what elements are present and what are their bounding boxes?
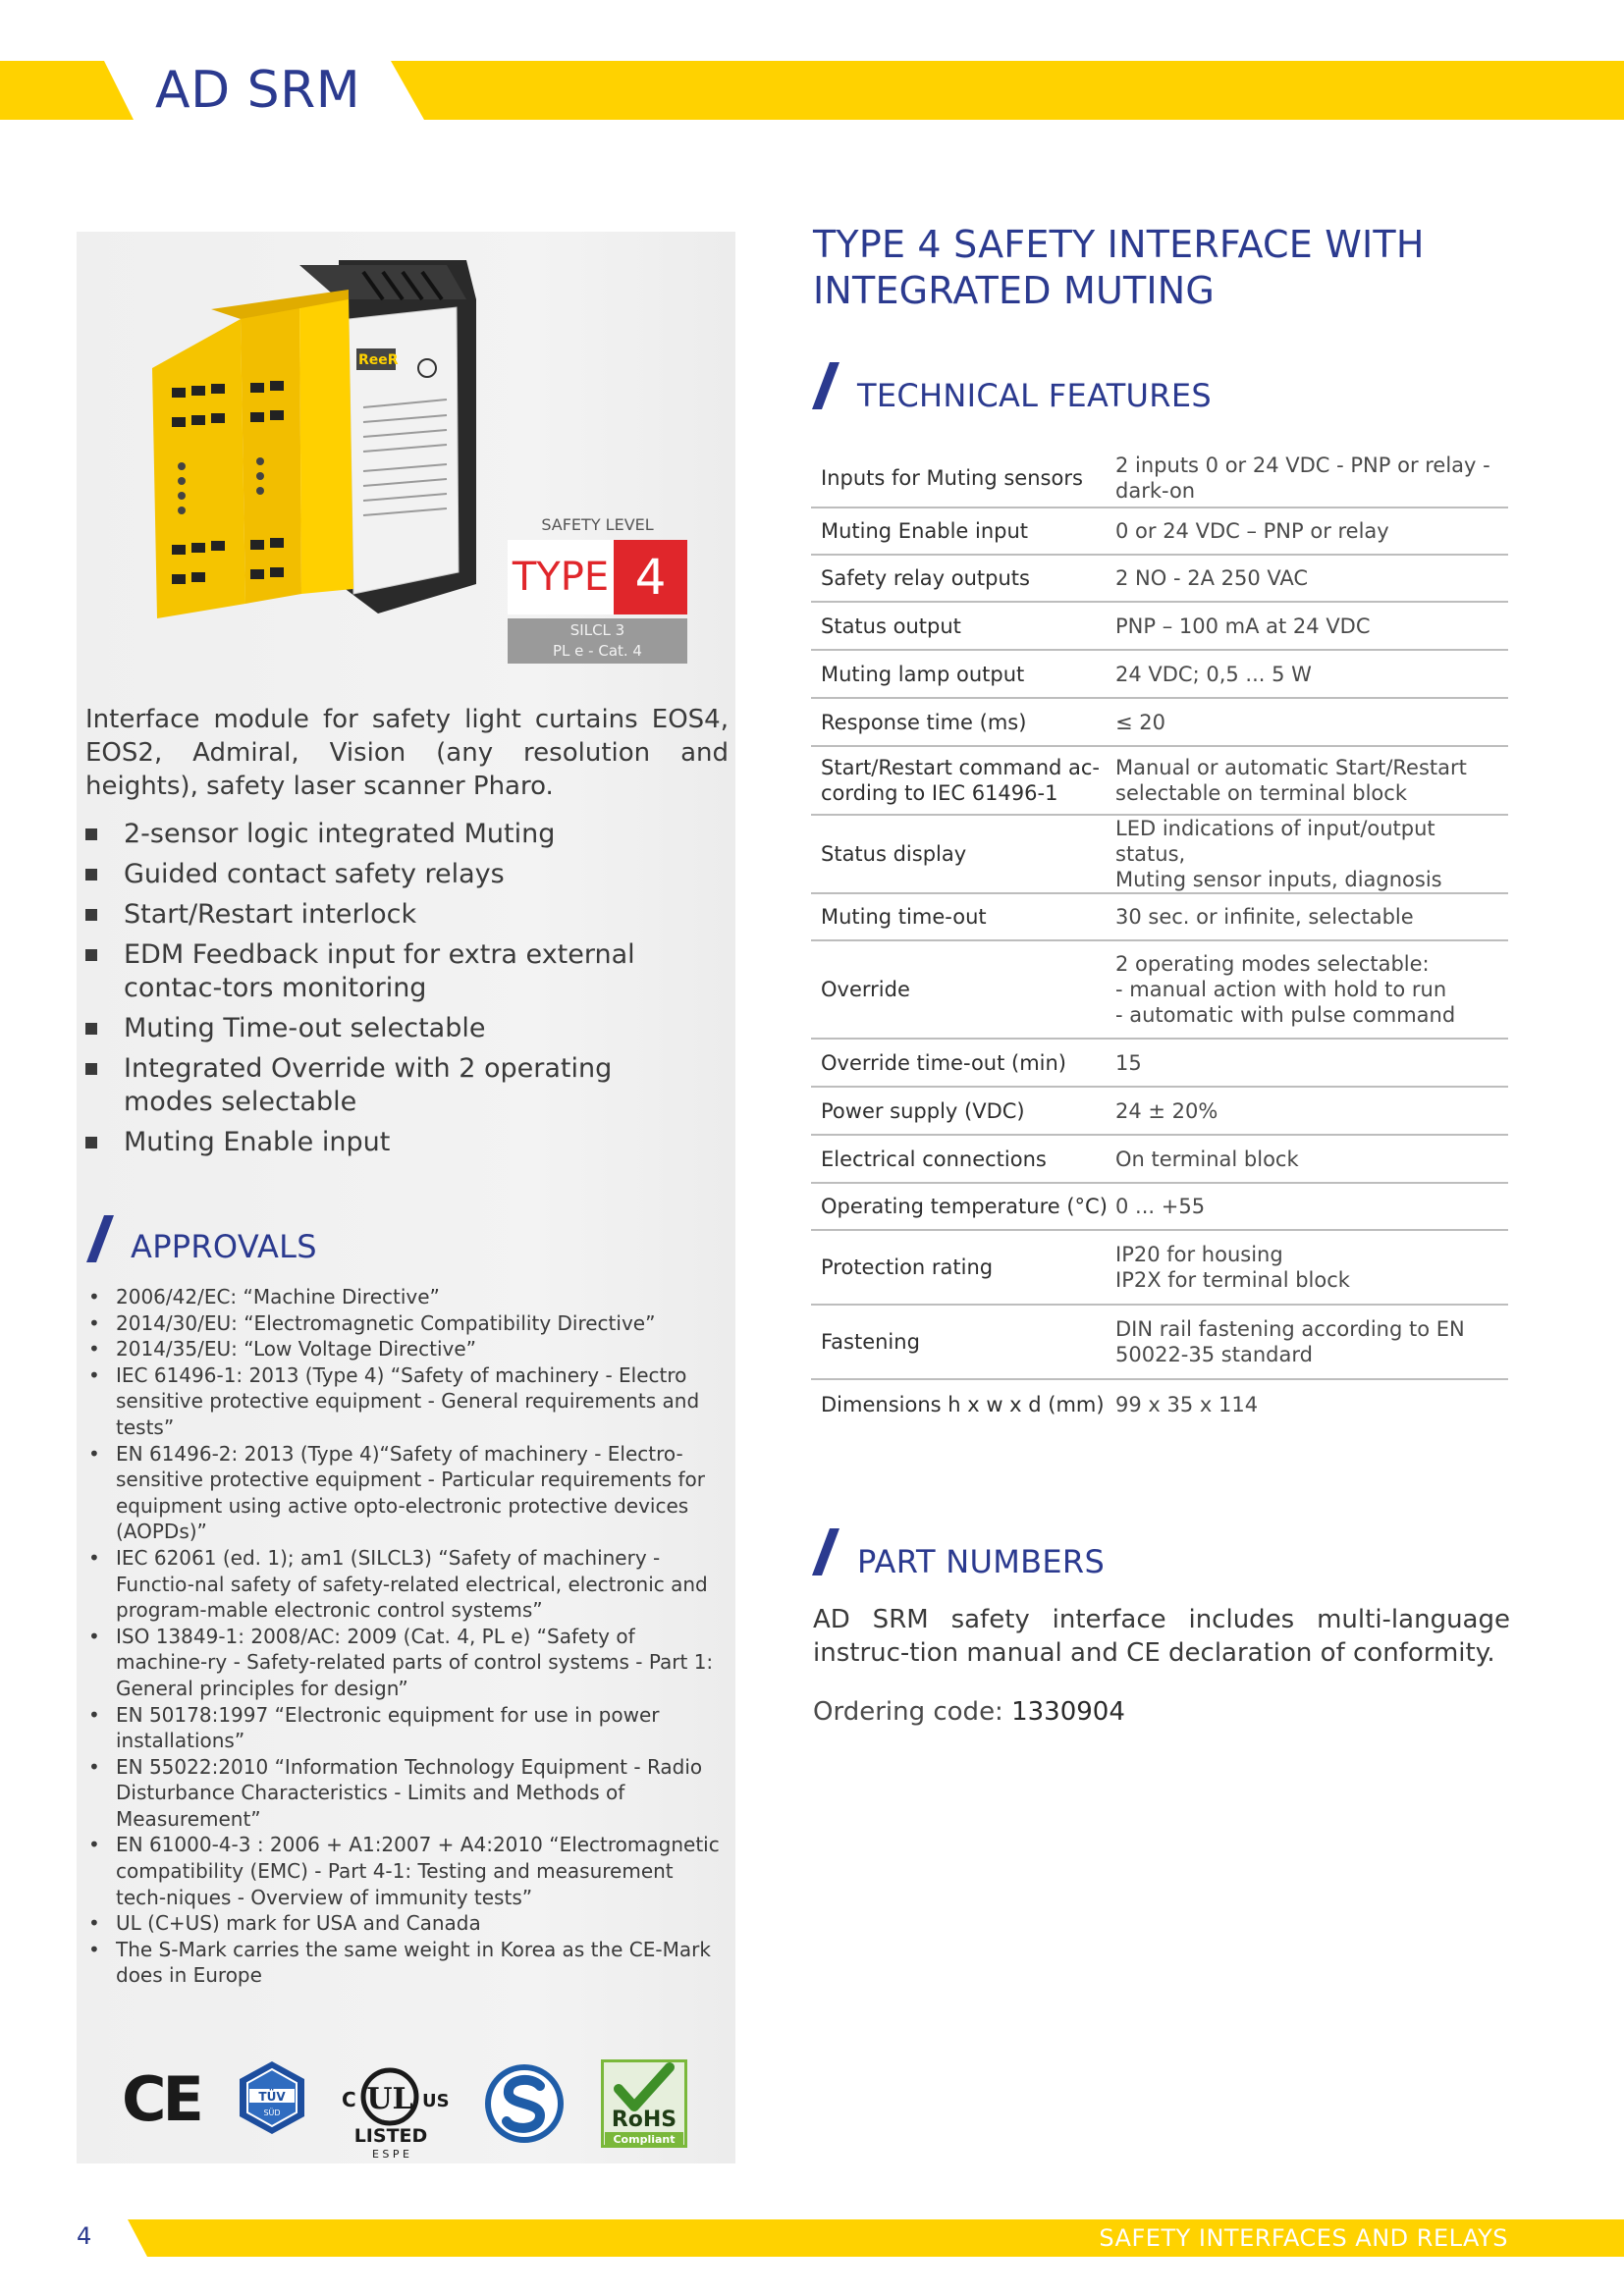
rohs-logo-icon xyxy=(601,2059,687,2148)
approval-text: 2014/30/EU: “Electromagnetic Compatibility Directive” xyxy=(116,1310,656,1335)
list-item xyxy=(85,1937,724,1989)
rohs-logo-sub: Compliant xyxy=(613,2133,676,2146)
bullet-dot-icon: • xyxy=(88,1337,100,1362)
list-item xyxy=(85,1310,724,1337)
feature-text: Start/Restart interlock xyxy=(124,899,417,930)
list-item xyxy=(85,938,704,1005)
spec-value: 24 ± 20% xyxy=(1115,1098,1218,1123)
spec-key: Status display xyxy=(821,842,967,866)
list-item xyxy=(85,1284,724,1310)
slash-icon xyxy=(812,362,839,409)
product-subtitle xyxy=(813,222,1559,314)
table-row xyxy=(811,1039,1508,1087)
slash-icon xyxy=(86,1215,114,1262)
spec-value: 30 sec. or infinite, selectable xyxy=(1115,905,1414,929)
page-number: 4 xyxy=(77,2222,92,2250)
approval-text: EN 55022:2010 “Information Technology Equipment - Radio Disturbance Characteristics - Limits and Methods of Measurement” xyxy=(116,1754,703,1831)
table-row xyxy=(811,555,1508,602)
spec-value: PNP – 100 mA at 24 VDC xyxy=(1115,614,1371,638)
bullet-square-icon xyxy=(85,1063,97,1075)
footer-section-title: SAFETY INTERFACES AND RELAYS xyxy=(1099,2224,1508,2252)
page-title: AD SRM xyxy=(155,61,361,120)
spec-value: LED indications of input/output status, Muting sensor inputs, diagnosis xyxy=(1115,817,1442,891)
spec-key: Override time-out (min) xyxy=(821,1050,1067,1075)
ul-listed-text: LISTED xyxy=(353,2125,428,2147)
bullet-square-icon xyxy=(85,1023,97,1035)
spec-value: 2 inputs 0 or 24 VDC - PNP or relay - dark-on xyxy=(1115,453,1490,503)
table-row xyxy=(811,940,1508,1039)
list-item xyxy=(85,1545,724,1624)
list-item xyxy=(85,1052,704,1119)
spec-key: Dimensions h x w x d (mm) xyxy=(821,1392,1105,1416)
bullet-dot-icon: • xyxy=(88,1911,100,1936)
bullet-square-icon xyxy=(85,869,97,881)
table-row xyxy=(811,893,1508,940)
bullet-dot-icon: • xyxy=(88,1833,100,1857)
subtitle-line: TYPE 4 SAFETY INTERFACE WITH xyxy=(813,223,1425,266)
rohs-logo-text: RoHS xyxy=(611,2108,677,2132)
bullet-square-icon xyxy=(85,828,97,840)
spec-value: 0 or 24 VDC – PNP or relay xyxy=(1115,519,1389,543)
list-item xyxy=(85,1624,724,1702)
ordering-label: Ordering code: xyxy=(813,1697,1003,1727)
approvals-title: APPROVALS xyxy=(131,1228,317,1265)
approval-text: EN 61496-2: 2013 (Type 4)“Safety of machinery - Electro-sensitive protective equipment - Particular requirements for equipment using active opto-electronic protective devices (AOPDs)” xyxy=(116,1441,705,1544)
ul-us-text: US xyxy=(422,2091,450,2111)
spec-key: Start/Restart command ac- cording to IEC 61496-1 xyxy=(821,756,1101,805)
ordering-code-value: 1330904 xyxy=(1011,1697,1125,1727)
spec-value: 15 xyxy=(1115,1050,1142,1075)
approval-text: EN 61000-4-3 : 2006 + A1:2007 + A4:2010 “Electromagnetic compatibility (EMC) - Part 4-1: Testing and measurement tech-niques - Overview of immunity tests” xyxy=(116,1833,720,1909)
table-row xyxy=(811,1230,1508,1305)
approval-text: ISO 13849-1: 2008/AC: 2009 (Cat. 4, PL e) “Safety of machine-ry - Safety-related parts of control systems - Part 1: General principles for design” xyxy=(116,1624,714,1700)
spec-key: Status output xyxy=(821,614,961,638)
table-row xyxy=(811,650,1508,698)
safety-type-text: TYPE xyxy=(508,540,614,614)
list-item xyxy=(85,1910,724,1937)
list-item xyxy=(85,1012,704,1045)
spec-key: Electrical connections xyxy=(821,1147,1047,1171)
spec-key: Inputs for Muting sensors xyxy=(821,465,1083,490)
table-row xyxy=(811,815,1508,893)
approval-text: UL (C+US) mark for USA and Canada xyxy=(116,1911,481,1936)
spec-value: 2 operating modes selectable: - manual action with hold to run - automatic with pulse command xyxy=(1115,952,1456,1027)
spec-value: ≤ 20 xyxy=(1115,710,1165,734)
part-numbers-title: PART NUMBERS xyxy=(857,1543,1106,1580)
ul-listed-logo-icon xyxy=(342,2057,452,2160)
slash-icon xyxy=(812,1528,839,1575)
spec-value: 2 NO - 2A 250 VAC xyxy=(1115,566,1309,590)
bullet-dot-icon: • xyxy=(88,1441,100,1466)
table-row xyxy=(811,1379,1508,1428)
spec-value: IP20 for housing IP2X for terminal block xyxy=(1115,1243,1350,1292)
approvals-list xyxy=(85,1284,724,1989)
spec-key: Operating temperature (°C) xyxy=(821,1195,1108,1218)
bullet-dot-icon: • xyxy=(88,1702,100,1727)
silcl-line: SILCL 3 xyxy=(569,621,625,639)
bullet-square-icon xyxy=(85,949,97,961)
spec-key: Muting lamp output xyxy=(821,662,1025,686)
bullet-dot-icon: • xyxy=(88,1937,100,1961)
feature-list xyxy=(85,818,704,1166)
list-item xyxy=(85,818,704,851)
bullet-dot-icon: • xyxy=(88,1285,100,1308)
table-row xyxy=(811,746,1508,815)
spec-key: Protection rating xyxy=(821,1255,994,1279)
spec-key: Muting time-out xyxy=(821,905,987,929)
bullet-dot-icon: • xyxy=(88,1310,100,1335)
svg-text:UL: UL xyxy=(366,2082,413,2116)
feature-text: 2-sensor logic integrated Muting xyxy=(124,819,556,849)
table-row xyxy=(811,602,1508,650)
spec-value: Manual or automatic Start/Restart selectable on terminal block xyxy=(1115,756,1467,805)
spec-value: On terminal block xyxy=(1115,1147,1299,1171)
list-item xyxy=(85,1702,724,1754)
safety-type-number: 4 xyxy=(614,540,687,614)
feature-text: Muting Time-out selectable xyxy=(124,1013,486,1043)
list-item xyxy=(85,1441,724,1545)
list-item xyxy=(85,1832,724,1910)
safety-level-label: SAFETY LEVEL xyxy=(541,515,654,534)
product-brand-label: ReeR xyxy=(358,352,399,368)
list-item xyxy=(85,1362,724,1441)
bullet-square-icon xyxy=(85,1137,97,1148)
table-row xyxy=(811,449,1508,507)
spec-key: Power supply (VDC) xyxy=(821,1098,1025,1123)
list-item xyxy=(85,858,704,891)
table-row xyxy=(811,1087,1508,1135)
spec-key: Response time (ms) xyxy=(821,710,1027,734)
table-row xyxy=(811,507,1508,555)
spec-value: 0 ... +55 xyxy=(1115,1195,1206,1218)
bullet-dot-icon: • xyxy=(88,1624,100,1648)
s-mark-logo-icon xyxy=(483,2062,566,2145)
spec-key: Safety relay outputs xyxy=(821,566,1030,590)
safety-level-sub xyxy=(508,618,687,664)
ul-c-text: C xyxy=(342,2088,356,2111)
feature-text: EDM Feedback input for extra external contac-tors monitoring xyxy=(124,939,635,1003)
bullet-dot-icon: • xyxy=(88,1545,100,1570)
spec-value: 24 VDC; 0,5 ... 5 W xyxy=(1115,662,1312,686)
list-item xyxy=(85,1126,704,1159)
spec-key: Fastening xyxy=(821,1330,920,1354)
approval-text: IEC 62061 (ed. 1); am1 (SILCL3) “Safety of machinery - Functio-nal safety of safety-related electrical, electronic and program-mable electronic control systems” xyxy=(116,1545,708,1623)
pl-line: PL e - Cat. 4 xyxy=(553,642,642,660)
approval-text: 2006/42/EC: “Machine Directive” xyxy=(116,1285,440,1308)
tuv-logo-sub: SÜD xyxy=(263,2109,281,2117)
tuv-logo-text: TÜV xyxy=(258,2090,286,2104)
technical-features-table xyxy=(811,449,1508,1428)
technical-features-title: TECHNICAL FEATURES xyxy=(857,377,1212,414)
approval-text: IEC 61496-1: 2013 (Type 4) “Safety of machinery - Electro sensitive protective equipment - General requirements and tests” xyxy=(116,1362,700,1439)
ordering-code xyxy=(813,1695,1125,1729)
part-numbers-text: AD SRM safety interface includes multi-language instruc-tion manual and CE declaration of conformity. xyxy=(813,1605,1510,1668)
list-item xyxy=(85,1754,724,1833)
feature-text: Integrated Override with 2 operating modes selectable xyxy=(124,1053,613,1117)
table-row xyxy=(811,1305,1508,1379)
bullet-square-icon xyxy=(85,909,97,921)
approval-text: 2014/35/EU: “Low Voltage Directive” xyxy=(116,1337,477,1362)
feature-text: Guided contact safety relays xyxy=(124,859,505,889)
table-row xyxy=(811,698,1508,746)
intro-text: Interface module for safety light curtains EOS4, EOS2, Admiral, Vision (any resolution and heights), safety laser scanner Pharo. xyxy=(85,705,729,801)
ce-logo-text: CE xyxy=(122,2065,200,2130)
spec-key: Override xyxy=(821,978,910,1001)
tuv-logo-icon xyxy=(234,2059,310,2136)
ul-espe-text: E S P E xyxy=(371,2148,410,2160)
product-image xyxy=(152,260,476,623)
spec-value: DIN rail fastening according to EN 50022-35 standard xyxy=(1115,1317,1465,1366)
table-row xyxy=(811,1183,1508,1230)
bullet-dot-icon: • xyxy=(88,1754,100,1779)
list-item xyxy=(85,1336,724,1362)
approval-text: EN 50178:1997 “Electronic equipment for use in power installations” xyxy=(116,1702,660,1753)
ce-logo-icon xyxy=(122,2065,202,2130)
list-item xyxy=(85,898,704,932)
table-row xyxy=(811,1135,1508,1183)
bullet-dot-icon: • xyxy=(88,1362,100,1387)
spec-key: Muting Enable input xyxy=(821,519,1029,543)
approval-text: The S-Mark carries the same weight in Korea as the CE-Mark does in Europe xyxy=(116,1937,711,1988)
subtitle-line: INTEGRATED MUTING xyxy=(813,269,1216,312)
feature-text: Muting Enable input xyxy=(124,1127,391,1157)
spec-value: 99 x 35 x 114 xyxy=(1115,1392,1259,1416)
